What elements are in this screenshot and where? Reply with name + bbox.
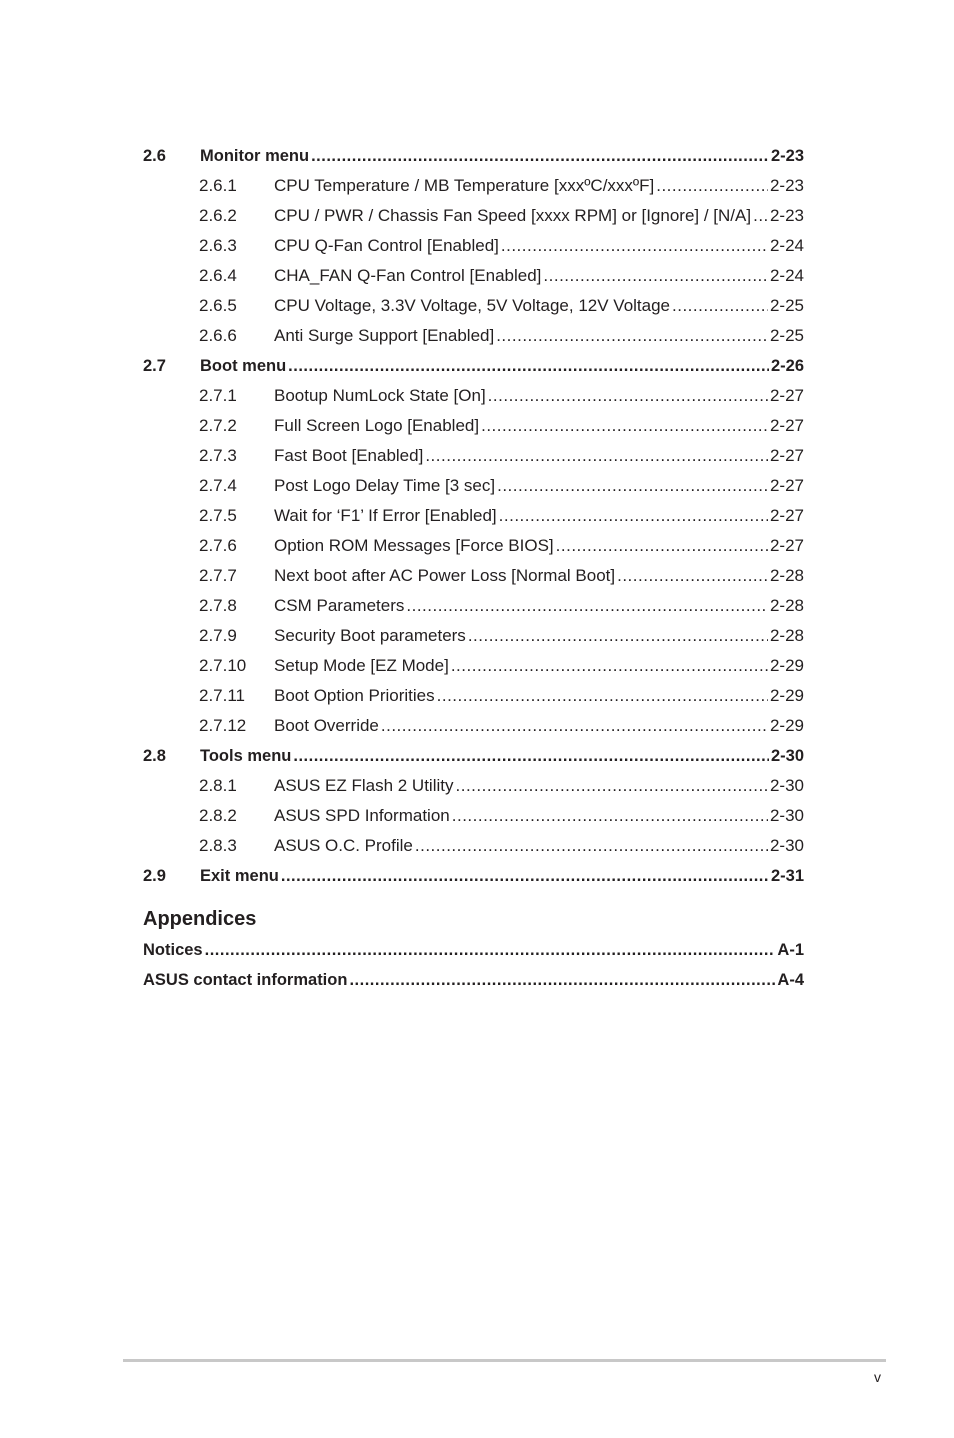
appendix-title: ASUS contact information <box>143 971 348 989</box>
toc-entry-page: 2-29 <box>769 656 804 675</box>
dot-leader <box>425 441 768 471</box>
dot-leader <box>381 711 768 741</box>
toc-entry-number: 2.9 <box>143 867 166 885</box>
appendix-page: A-1 <box>777 941 804 959</box>
toc-subsection-row[interactable] <box>143 261 804 291</box>
toc-subsection-row[interactable] <box>143 771 804 801</box>
toc-subsection-row[interactable] <box>143 201 804 231</box>
toc-entry-number: 2.6.1 <box>199 176 237 195</box>
appendices-list <box>143 935 804 995</box>
toc-entry-page: 2-25 <box>769 326 804 345</box>
appendix-row[interactable] <box>143 965 804 995</box>
toc-entry-title: Post Logo Delay Time [3 sec] <box>274 476 496 495</box>
toc-entry-number: 2.8 <box>143 747 166 765</box>
dot-leader <box>415 831 768 861</box>
toc-entry-page: 2-27 <box>769 536 804 555</box>
toc-subsection-row[interactable] <box>143 531 804 561</box>
toc-subsection-row[interactable] <box>143 651 804 681</box>
dot-leader <box>497 471 768 501</box>
dot-leader <box>437 681 768 711</box>
toc-entry-title: Monitor menu <box>200 147 310 165</box>
toc-entry-title: Next boot after AC Power Loss [Normal Boot] <box>274 566 616 585</box>
toc-entry-page: 2-27 <box>769 506 804 525</box>
toc-entry-page: 2-25 <box>769 296 804 315</box>
dot-leader <box>311 141 769 171</box>
appendices-heading: Appendices <box>143 908 257 930</box>
toc-entry-title: CHA_FAN Q-Fan Control [Enabled] <box>274 266 542 285</box>
dot-leader <box>281 861 769 891</box>
toc-subsection-row[interactable] <box>143 561 804 591</box>
toc-subsection-row[interactable] <box>143 501 804 531</box>
dot-leader <box>617 561 768 591</box>
toc-entry-title: Fast Boot [Enabled] <box>274 446 424 465</box>
toc-entry-title: Full Screen Logo [Enabled] <box>274 416 480 435</box>
toc-entry-number: 2.8.3 <box>199 836 237 855</box>
appendix-page: A-4 <box>777 971 804 989</box>
toc-entry-page: 2-24 <box>769 236 804 255</box>
toc-entry-page: 2-27 <box>769 476 804 495</box>
toc-entry-title: Boot Override <box>274 716 379 735</box>
toc-entry-number: 2.7.11 <box>199 686 246 705</box>
toc-entry-page: 2-28 <box>769 626 804 645</box>
toc-entry-page: 2-30 <box>769 776 804 795</box>
toc-subsection-row[interactable] <box>143 381 804 411</box>
toc-entry-page: 2-24 <box>769 266 804 285</box>
toc-entry-number: 2.7.3 <box>199 446 237 465</box>
toc-entry-page: 2-23 <box>769 206 804 225</box>
dot-leader <box>488 381 768 411</box>
toc-entry-title: CPU / PWR / Chassis Fan Speed [xxxx RPM] or [Ignore] / [N/A] <box>274 206 752 225</box>
toc-entry-title: Boot menu <box>200 357 287 375</box>
toc-entry-number: 2.7.7 <box>199 566 237 585</box>
toc-entry-number: 2.7 <box>143 357 166 375</box>
toc-subsection-row[interactable] <box>143 291 804 321</box>
dot-leader <box>451 651 768 681</box>
toc-entry-number: 2.8.1 <box>199 776 237 795</box>
toc-entry-title: ASUS SPD Information <box>274 806 450 825</box>
toc-entry-title: CPU Voltage, 3.3V Voltage, 5V Voltage, 12V Voltage <box>274 296 671 315</box>
toc-subsection-row[interactable] <box>143 591 804 621</box>
dot-leader <box>468 621 768 651</box>
toc-entry-title: Wait for ‘F1’ If Error [Enabled] <box>274 506 497 525</box>
appendix-row[interactable] <box>143 935 804 965</box>
toc-entry-number: 2.6.5 <box>199 296 237 315</box>
toc-entry-title: Setup Mode [EZ Mode] <box>274 656 449 675</box>
toc-entry-page: 2-30 <box>770 747 804 765</box>
toc-entry-title: ASUS O.C. Profile <box>274 836 413 855</box>
toc-entry-page: 2-28 <box>769 596 804 615</box>
toc-subsection-row[interactable] <box>143 171 804 201</box>
toc-entry-number: 2.7.2 <box>199 416 237 435</box>
toc-subsection-row[interactable] <box>143 471 804 501</box>
toc-entry-title: Exit menu <box>200 867 279 885</box>
toc-subsection-row[interactable] <box>143 801 804 831</box>
dot-leader <box>656 171 768 201</box>
toc-entry-page: 2-23 <box>770 147 804 165</box>
dot-leader <box>288 351 769 381</box>
dot-leader <box>406 591 768 621</box>
toc-entry-title: Security Boot parameters <box>274 626 466 645</box>
toc-entry-title: Tools menu <box>200 747 292 765</box>
appendix-title: Notices <box>143 941 203 959</box>
toc-entry-number: 2.7.5 <box>199 506 237 525</box>
toc-subsection-row[interactable] <box>143 231 804 261</box>
dot-leader <box>205 935 776 965</box>
toc-entry-page: 2-27 <box>769 446 804 465</box>
toc-entry-title: Anti Surge Support [Enabled] <box>274 326 495 345</box>
dot-leader <box>349 965 775 995</box>
dot-leader <box>481 411 768 441</box>
dot-leader <box>293 741 769 771</box>
toc-entry-page: 2-23 <box>769 176 804 195</box>
toc-entry-page: 2-31 <box>770 867 804 885</box>
toc-entry-number: 2.6.4 <box>199 266 237 285</box>
toc-subsection-row[interactable] <box>143 711 804 741</box>
toc-entry-number: 2.7.10 <box>199 656 247 675</box>
toc-subsection-row[interactable] <box>143 681 804 711</box>
table-of-contents <box>143 141 804 891</box>
toc-entry-page: 2-26 <box>770 357 804 375</box>
toc-entry-page: 2-27 <box>769 386 804 405</box>
toc-entry-number: 2.7.9 <box>199 626 237 645</box>
dot-leader <box>753 201 768 231</box>
dot-leader <box>452 801 768 831</box>
toc-entry-page: 2-29 <box>769 716 804 735</box>
page-number: v <box>874 1369 881 1385</box>
toc-entry-title: CPU Q-Fan Control [Enabled] <box>274 236 499 255</box>
toc-subsection-row[interactable] <box>143 441 804 471</box>
toc-section-row[interactable] <box>143 351 804 381</box>
toc-entry-number: 2.6.2 <box>199 206 237 225</box>
footer-divider <box>123 1359 886 1362</box>
toc-entry-number: 2.6.3 <box>199 236 237 255</box>
toc-entry-title: CPU Temperature / MB Temperature [xxxºC/xxxºF] <box>274 176 655 195</box>
dot-leader <box>672 291 768 321</box>
dot-leader <box>456 771 768 801</box>
toc-entry-title: Boot Option Priorities <box>274 686 435 705</box>
toc-subsection-row[interactable] <box>143 321 804 351</box>
toc-subsection-row[interactable] <box>143 411 804 441</box>
toc-entry-number: 2.7.12 <box>199 716 247 735</box>
toc-entry-page: 2-28 <box>769 566 804 585</box>
toc-entry-page: 2-30 <box>769 806 804 825</box>
dot-leader <box>499 501 768 531</box>
toc-entry-page: 2-29 <box>769 686 804 705</box>
toc-section-row[interactable] <box>143 141 804 171</box>
toc-entry-title: Bootup NumLock State [On] <box>274 386 486 405</box>
dot-leader <box>496 321 768 351</box>
toc-entry-title: ASUS EZ Flash 2 Utility <box>274 776 454 795</box>
toc-entry-title: CSM Parameters <box>274 596 405 615</box>
dot-leader <box>501 231 768 261</box>
toc-entry-number: 2.7.6 <box>199 536 237 555</box>
toc-entry-number: 2.7.4 <box>199 476 237 495</box>
toc-entry-number: 2.7.1 <box>199 386 237 405</box>
toc-entry-title: Option ROM Messages [Force BIOS] <box>274 536 554 555</box>
toc-entry-number: 2.6.6 <box>199 326 237 345</box>
toc-subsection-row[interactable] <box>143 831 804 861</box>
toc-entry-number: 2.6 <box>143 147 166 165</box>
toc-entry-number: 2.8.2 <box>199 806 237 825</box>
toc-subsection-row[interactable] <box>143 621 804 651</box>
dot-leader <box>556 531 768 561</box>
toc-entry-page: 2-27 <box>769 416 804 435</box>
toc-entry-page: 2-30 <box>769 836 804 855</box>
dot-leader <box>543 261 768 291</box>
toc-entry-number: 2.7.8 <box>199 596 237 615</box>
toc-section-row[interactable] <box>143 741 804 771</box>
toc-section-row[interactable] <box>143 861 804 891</box>
